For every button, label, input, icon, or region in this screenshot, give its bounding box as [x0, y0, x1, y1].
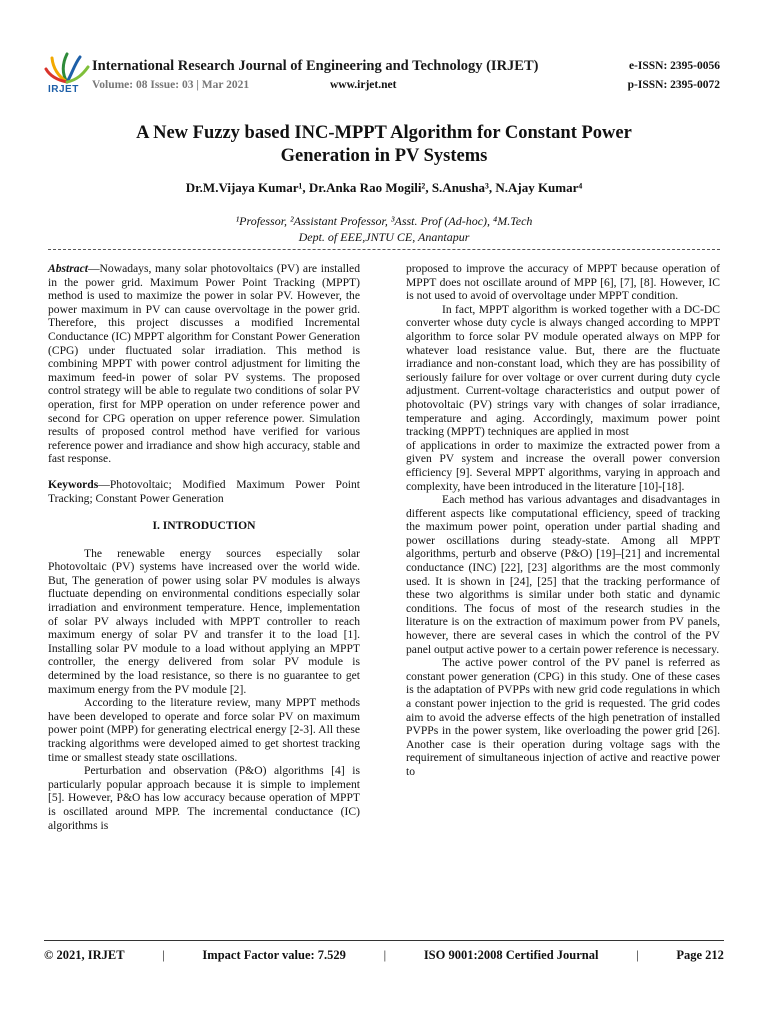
- affiliation-line: Dept. of EEE,JNTU CE, Anantapur: [298, 229, 470, 244]
- paragraph: In fact, MPPT algorithm is worked together with a DC-DC converter whose duty cycle is always changed according to MPPT algorithm to force solar PV module operated always on MPP for whatever load resistance value. But, there are the fluctuate irradiance and non-constant load, which they are has possibility of seriously failure for over voltage or over current during duty cycle adjustment. Current-voltage characteristics and output power of photovoltaic (PV) strings vary with changes of solar irradiance, temperature and aging. Accordingly, maximum power point tracking (MPPT) techniques are applied in most: [406, 302, 720, 439]
- page-header: [0, 0, 768, 100]
- footer-impact-factor: Impact Factor value: 7.529: [202, 948, 346, 962]
- paragraph: The active power control of the PV panel is referred as constant power generation (CPG) in this study. One of these cases is the adaptation of PVPPs with new grid code regulations in which a constant power injection to the grid is requested. The grid codes aim to avoid the adverse effects of the high penetration of installed PVPPs in the power system, like overloading the power grid [26]. Another case is their operation during voltage sags with the requirement of simultaneous injection of active and reactive power to: [406, 656, 720, 778]
- paper-title-line: A New Fuzzy based INC-MPPT Algorithm for Constant Power: [136, 123, 632, 143]
- abstract: [48, 262, 360, 466]
- paper-title-line: Generation in PV Systems: [280, 146, 488, 166]
- section-heading: I. INTRODUCTION: [152, 519, 256, 533]
- paper-affiliations: [60, 214, 708, 245]
- paragraph: The renewable energy sources especially solar Photovoltaic (PV) systems have increased over the world wide. But, The generation of power using solar PV modules is always fluctuate depending on environmental conditions especially solar irradiation and environment temperature. Hence, implementation of solar PV always included with MPPT controller to reach maximum energy of solar PV and transfer it to the load [1]. Installing solar PV module to a load without applying an MPPT controller, the energy delivered from solar PV module is determined by the load resistance, so there is no guarantee to get maximum energy from the PV module [2].: [48, 546, 360, 696]
- footer-separator: |: [383, 948, 387, 962]
- keywords-text: —Photovoltaic; Modified Maximum Power Point Tracking; Constant Power Generation: [48, 477, 360, 505]
- left-column: [48, 262, 360, 832]
- footer-page-number: Page 212: [676, 948, 724, 962]
- divider: [48, 249, 720, 250]
- keywords: [48, 478, 360, 505]
- keywords-label: Keywords: [48, 477, 99, 491]
- p-issn: p-ISSN: 2395-0072: [627, 79, 720, 91]
- footer-copyright: © 2021, IRJET: [44, 948, 125, 962]
- right-column: [406, 262, 720, 779]
- paragraph: of applications in order to maximize the extracted power from a given PV system and increase the overall power conversion efficiency [9]. Several MPPT algorithms, varying in approach and complexity, have been introduced in the literature [10]-[18].: [406, 438, 720, 493]
- logo-text: IRJET: [48, 84, 79, 95]
- page-footer: [44, 948, 724, 963]
- abstract-text: —Nowadays, many solar photovoltaics (PV) are installed in the power grid. Maximum Power Point Tracking (MPPT) method is used to maximize the power in solar PV. However, the power maximum in PV can cause overvoltage in the power grid. Therefore, this project discusses a modified Incremental Conductance (IC) MPPT algorithm for Constant Power Generation (CPG) under fluctuated solar irradiation. This method is combining MPPT with power control adjustment for limiting the maximum feed-in power of solar PV systems. The proposed control strategy will be able to regulate two conditions of solar PV operation, first for MPP operation on under reference power and second for CPG operation on upper reference power. Simulation results of proposed control method have verified for various reference power and irradiance and show high accuracy, stable and fast response.: [48, 262, 360, 466]
- paragraph: proposed to improve the accuracy of MPPT because operation of MPPT does not oscillate around of MPP [6], [7], [8]. However, IC is not used to avoid of overvoltage under MPPT condition.: [406, 262, 720, 303]
- affiliation-line: ¹Professor, ²Assistant Professor, ³Asst. Prof (Ad-hoc), ⁴M.Tech: [235, 214, 533, 228]
- paragraph: According to the literature review, many MPPT methods have been developed to operate and force solar PV on maximum power point (MPP) for generating electrical energy [2-3]. All these tracking algorithms were developed aimed to get shortest tracking time or smallest steady state oscillations.: [48, 696, 360, 764]
- e-issn: e-ISSN: 2395-0056: [628, 60, 720, 72]
- paper-authors: Dr.M.Vijaya Kumar¹, Dr.Anka Rao Mogili², S.Anusha³, N.Ajay Kumar⁴: [185, 180, 583, 195]
- footer-divider: [44, 940, 724, 941]
- paragraph: Each method has various advantages and disadvantages in different aspects like computational efficiency, speed of tracking the maximum power point, operation under partial shading and power oscillations during steady-state. Among all MPPT algorithms, perturb and observe (P&O) [19]–[21] and incremental conductance (INC) [22], [23] algorithms are the most commonly used. It is shown in [24], [25] that the tracking performance of these two algorithms is similar under both static and dynamic conditions. The focus of most of the research studies in the literature is on the extraction of maximum power from PV panels, however, there are several cases in which the control of the PV panel output active power to a certain power reference is necessary.: [406, 493, 720, 656]
- journal-website: www.irjet.net: [330, 79, 397, 91]
- journal-title: International Research Journal of Engineering and Technology (IRJET): [92, 58, 539, 74]
- paper-title: [60, 122, 708, 168]
- footer-iso: ISO 9001:2008 Certified Journal: [423, 948, 599, 962]
- footer-separator: |: [162, 948, 165, 962]
- footer-separator: |: [636, 948, 639, 962]
- paragraph: Perturbation and observation (P&O) algorithms [4] is particularly popular approach because it is simple to implement [5]. However, P&O has low accuracy because operation of MPPT is oscillated around MPP. The incremental conductance (IC) algorithms is: [48, 764, 360, 832]
- volume-info: Volume: 08 Issue: 03 | Mar 2021: [92, 79, 250, 91]
- abstract-label: Abstract: [48, 262, 88, 275]
